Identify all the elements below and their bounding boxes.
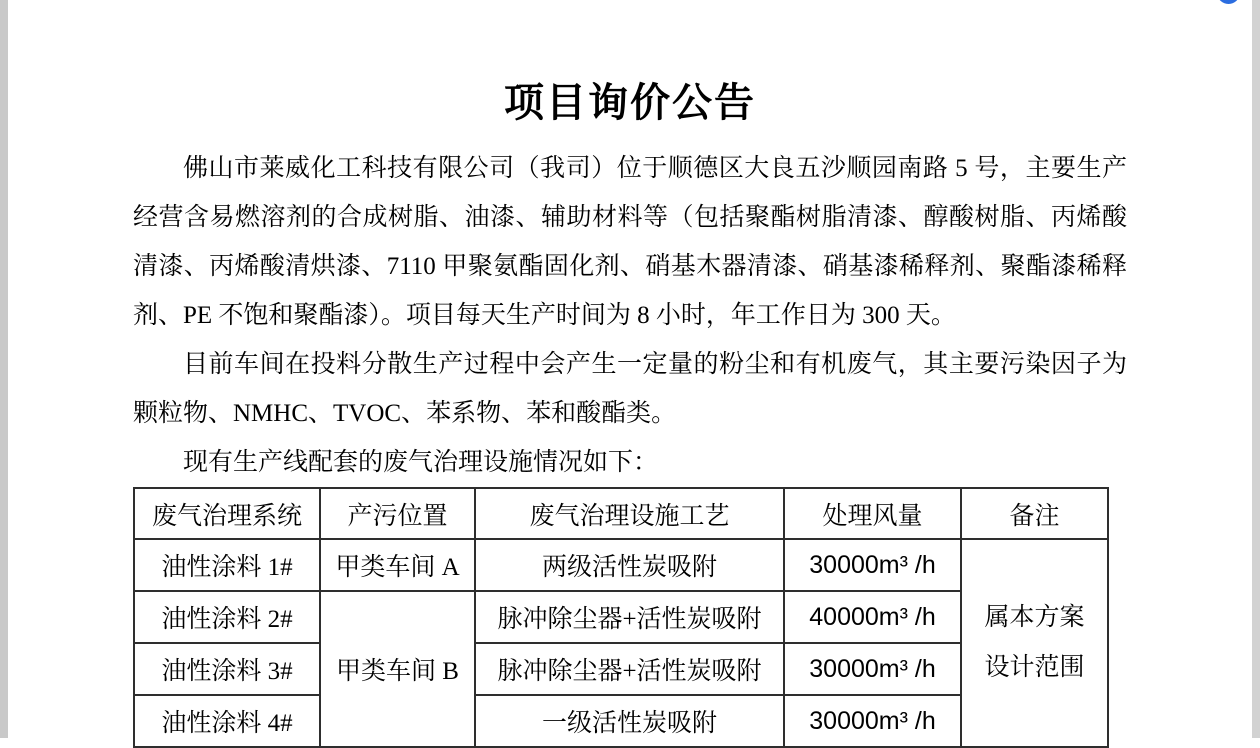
paragraph-pollutants: 目前车间在投料分散生产过程中会产生一定量的粉尘和有机废气，其主要污染因子为颗粒物、NMHC、TVOC、苯系物、苯和酸酯类。 (133, 351, 1127, 427)
table-cell-airflow: 40000m³ /h (784, 591, 961, 643)
scrollbar-track[interactable] (1252, 0, 1260, 738)
table-header-row (134, 488, 1108, 539)
paragraph-table-lead-in: 现有生产线配套的废气治理设施情况如下： (183, 449, 659, 476)
header-cell-location: 产污位置 (320, 488, 475, 539)
header-cell-system: 废气治理系统 (134, 488, 320, 539)
table-cell-system: 油性涂料 2# (134, 591, 320, 643)
remark-line-2: 设计范围 (984, 654, 1085, 681)
table-cell-airflow: 30000m³ /h (784, 643, 961, 695)
table-cell-location-merged: 甲类车间 B (320, 591, 475, 747)
table-cell-system: 油性涂料 3# (134, 643, 320, 695)
header-cell-process: 废气治理设施工艺 (475, 488, 784, 539)
table-cell-process: 脉冲除尘器+活性炭吸附 (475, 643, 784, 695)
page-title: 项目询价公告 (504, 80, 756, 125)
table-cell-system: 油性涂料 1# (134, 539, 320, 591)
table-cell-process: 两级活性炭吸附 (475, 539, 784, 591)
remark-line-1: 属本方案 (984, 604, 1085, 631)
table-cell-process: 一级活性炭吸附 (475, 695, 784, 747)
document-page (133, 0, 1127, 748)
table-row (134, 539, 1108, 591)
paragraph-company-intro: 佛山市莱威化工科技有限公司（我司）位于顺德区大良五沙顺园南路 5 号，主要生产经营含易燃溶剂的合成树脂、油漆、辅助材料等（包括聚酯树脂清漆、醇酸树脂、丙烯酸清漆、丙烯酸清烘漆、7110 甲聚氨酯固化剂、硝基木器清漆、硝基漆稀释剂、聚酯漆稀释剂、PE 不饱和聚酯漆）。项目每天生产时间为 8 小时，年工作日为 300 天。 (133, 155, 1127, 329)
table-cell-remark-merged (961, 539, 1108, 747)
window-edge-left (0, 0, 8, 738)
header-cell-remark: 备注 (961, 488, 1108, 539)
table-cell-airflow: 30000m³ /h (784, 539, 961, 591)
table-cell-location: 甲类车间 A (320, 539, 475, 591)
table-cell-system: 油性涂料 4# (134, 695, 320, 747)
table-cell-airflow: 30000m³ /h (784, 695, 961, 747)
header-cell-airflow: 处理风量 (784, 488, 961, 539)
table-cell-process: 脉冲除尘器+活性炭吸附 (475, 591, 784, 643)
waste-gas-treatment-table (133, 487, 1109, 748)
floating-action-button[interactable] (1217, 0, 1240, 4)
